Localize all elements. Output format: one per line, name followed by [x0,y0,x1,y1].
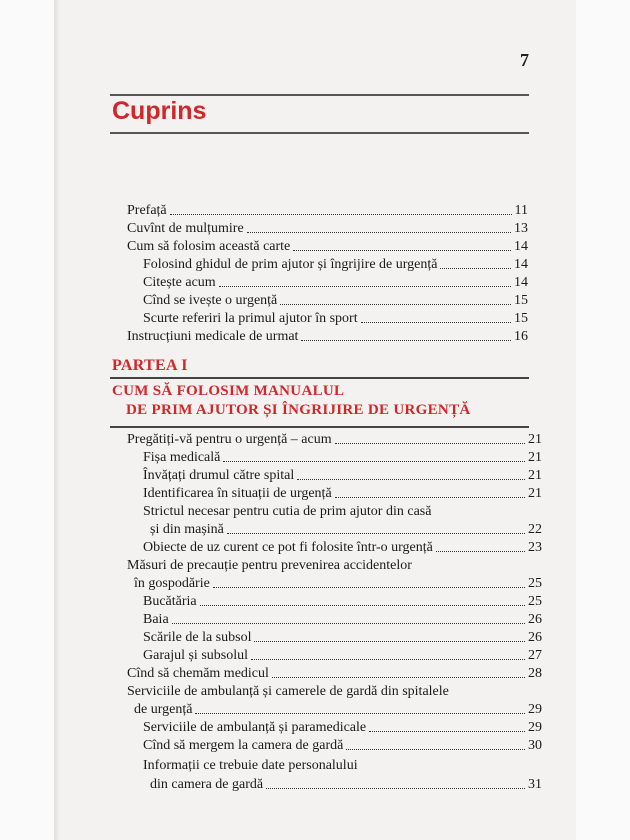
toc-entry-page: 25 [528,576,542,591]
leader-dots [223,461,525,462]
toc-entry-label: Fișa medicală [143,450,221,465]
toc-entry-label: Serviciile de ambulanță și camerele de gardă din spitalele [127,684,449,699]
toc-entry-page: 22 [528,522,542,537]
title-rule [110,132,529,134]
toc-entry [143,612,542,628]
toc-entry-page: 26 [528,612,542,627]
toc-entry-label: Scările de la subsol [143,630,252,645]
leader-dots [266,788,525,789]
toc-entry-page: 14 [514,275,528,290]
toc-entry [127,239,528,255]
toc-entry-label: de urgență [134,702,193,717]
toc-entry-page: 31 [528,777,542,792]
toc-entry-label: Strictul necesar pentru cutia de prim ajutor din casă [143,504,432,519]
leader-dots [293,250,511,251]
leader-dots [254,641,525,642]
leader-dots [213,587,525,588]
leader-dots [200,605,525,606]
toc-entry [134,702,542,718]
toc-entry-page: 13 [514,221,528,236]
toc-entry-label: Instrucțiuni medicale de urmat [127,329,299,344]
toc-entry-page: 14 [514,239,528,254]
page-number: 7 [520,50,529,70]
toc-entry [127,221,528,237]
toc-entry-page: 23 [528,540,542,555]
leader-dots [219,286,511,287]
toc-entry [143,293,528,309]
toc-entry [143,540,542,556]
toc-entry [143,738,542,754]
toc-entry [143,468,542,484]
toc-entry-page: 29 [528,702,542,717]
toc-entry-label: Cînd să chemăm medicul [127,666,269,681]
toc-entry [127,329,528,345]
toc-entry [143,648,542,664]
top-rule [110,94,529,96]
toc-entry [127,666,542,682]
toc-entry [143,311,528,327]
toc-entry [143,257,528,273]
toc-entry-page: 21 [528,486,542,501]
leader-dots [369,731,525,732]
toc-entry-page: 16 [514,329,528,344]
leader-dots [170,214,512,215]
toc-entry-label: Identificarea în situații de urgență [143,486,332,501]
toc-entry-page: 27 [528,648,542,663]
leader-dots [436,551,525,552]
toc-entry-page: 15 [514,293,528,308]
toc-entry [150,522,542,538]
toc-entry-label: Folosind ghidul de prim ajutor și îngrijire de urgență [143,257,438,272]
toc-entry-page: 25 [528,594,542,609]
toc-entry-page: 11 [514,203,528,218]
leader-dots [301,340,511,341]
toc-entry-label: Bucătăria [143,594,197,609]
part-title-line2: DE PRIM AJUTOR ȘI ÎNGRIJIRE DE URGENȚĂ [126,402,471,418]
leader-dots [361,322,511,323]
toc-entry [143,450,542,466]
toc-entry-label: Baia [143,612,169,627]
toc-entry-label: Prefață [127,203,167,218]
toc-entry-label: Garajul și subsolul [143,648,248,663]
leader-dots [335,443,525,444]
toc-entry-label: și din mașină [150,522,224,537]
toc-entry [143,720,542,736]
toc-entry-label: Cum să folosim această carte [127,239,291,254]
toc-entry [143,275,528,291]
leader-dots [247,232,511,233]
part-title-line1: CUM SĂ FOLOSIM MANUALUL [112,383,345,399]
toc-entry-label: Măsuri de precauție pentru prevenirea accidentelor [127,558,412,573]
leader-dots [280,304,511,305]
toc-entry-page: 14 [514,257,528,272]
toc-entry-page: 29 [528,720,542,735]
toc-entry-label: Cînd se ivește o urgență [143,293,278,308]
leader-dots [335,497,525,498]
toc-entry [127,203,528,219]
page-edge-shadow [54,0,60,840]
toc-entry-label: Pregătiți-vă pentru o urgență – acum [127,432,332,447]
page-title: Cuprins [112,97,207,125]
toc-entry-page: 21 [528,468,542,483]
toc-entry [127,432,542,448]
leader-dots [297,479,525,480]
toc-entry-label: Serviciile de ambulanță și paramedicale [143,720,367,735]
toc-entry [143,594,542,610]
leader-dots [172,623,525,624]
toc-entry-label: Citește acum [143,275,216,290]
toc-entry-label: Învățați drumul către spital [143,468,295,483]
toc-entry-page: 21 [528,450,542,465]
part-title-rule [110,426,529,428]
leader-dots [195,713,525,714]
toc-entry-page: 30 [528,738,542,753]
toc-entry-label: Cuvînt de mulțumire [127,221,244,236]
toc-entry-label: Scurte referiri la primul ajutor în sport [143,311,358,326]
toc-entry-label: Cînd să mergem la camera de gardă [143,738,344,753]
leader-dots [440,268,511,269]
toc-entry-label: Informații ce trebuie date personalului [143,758,358,773]
toc-entry [143,486,542,502]
toc-entry-page: 28 [528,666,542,681]
toc-entry-label: în gospodărie [134,576,210,591]
leader-dots [251,659,525,660]
leader-dots [272,677,525,678]
part-label: PARTEA I [112,357,188,374]
toc-entry [134,576,542,592]
leader-dots [227,533,525,534]
toc-entry-label: Obiecte de uz curent ce pot fi folosite într-o urgență [143,540,433,555]
toc-entry-page: 26 [528,630,542,645]
toc-entry-page: 21 [528,432,542,447]
toc-entry [143,630,542,646]
leader-dots [346,749,525,750]
part-rule [110,377,529,379]
toc-entry-page: 15 [514,311,528,326]
toc-entry [150,777,542,793]
toc-entry-label: din camera de gardă [150,777,264,792]
